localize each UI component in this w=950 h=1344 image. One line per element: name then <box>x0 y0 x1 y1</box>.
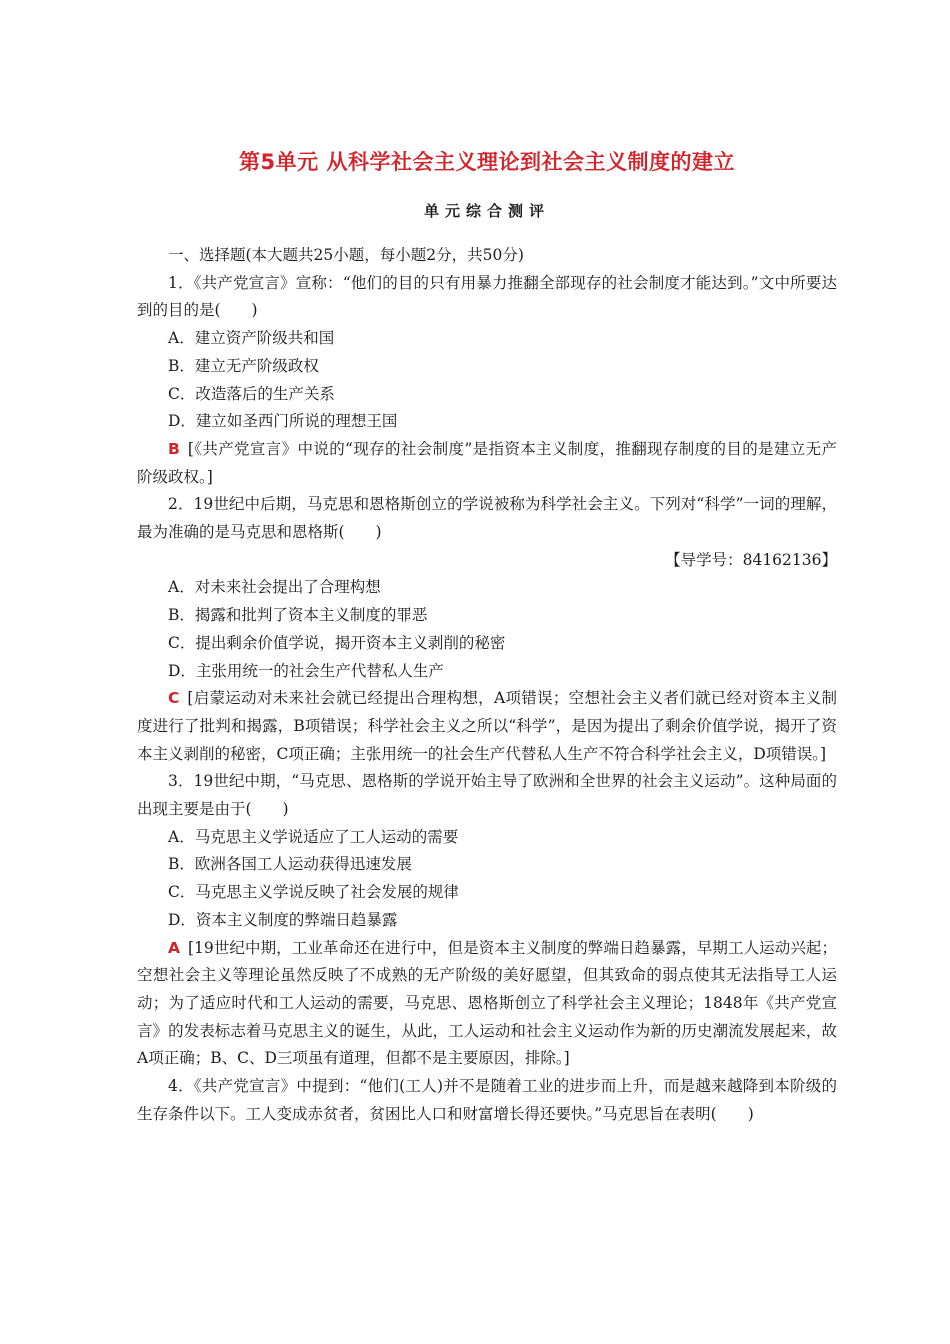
question-1-stem: 1．《共产党宣言》宣称：“他们的目的只有用暴力推翻全部现存的社会制度才能达到。”文中所要达到的目的是( ) <box>137 273 837 320</box>
document-body <box>137 242 837 1129</box>
question-3-answer: A <box>168 938 180 957</box>
question-3-answer-block <box>137 935 837 1074</box>
unit-subtitle: 单元综合测评 <box>423 202 550 220</box>
question-1-answer: B <box>168 439 180 458</box>
unit-title: 第5单元 从科学社会主义理论到社会主义制度的建立 <box>239 150 735 174</box>
question-2-reference: 【导学号：84162136】 <box>665 550 837 569</box>
question-1-option-b: B．建立无产阶级政权 <box>168 356 319 375</box>
question-2-option-a: A．对未来社会提出了合理构想 <box>168 578 381 597</box>
question-3-explanation: [19世纪中期，工业革命还在进行中，但是资本主义制度的弊端日趋暴露，早期工人运动兴起；空想社会主义等理论虽然反映了不成熟的无产阶级的美好愿望，但其致命的弱点使其无法指导工人运动；为了适应时代和工人运动的需要，马克思、恩格斯创立了科学社会主义理论；1848年《共产党宣言》的发表标志着马克思主义的诞生，从此，工人运动和社会主义运动作为新的历史潮流发展起来，故A项正确；B、C、D三项虽有道理，但都不是主要原因，排除。] <box>137 938 837 1068</box>
question-1-option-c: C．改造落后的生产关系 <box>168 384 335 403</box>
question-2-stem: 2．19世纪中后期，马克思和恩格斯创立的学说被称为科学社会主义。下列对“科学”一词的理解，最为准确的是马克思和恩格斯( ) <box>137 495 837 542</box>
question-2-option-c: C．提出剩余价值学说，揭开资本主义剥削的秘密 <box>168 633 506 652</box>
question-4-stem: 4．《共产党宣言》中提到：“他们(工人)并不是随着工业的进步而上升，而是越来越降到本阶级的生存条件以下。工人变成赤贫者，贫困比人口和财富增长得还要快。”马克思旨在表明( ) <box>137 1077 837 1123</box>
question-3-option-d: D．资本主义制度的弊端日趋暴露 <box>168 910 398 929</box>
question-1-option-a: A．建立资产阶级共和国 <box>168 329 335 348</box>
question-3-option-a: A．马克思主义学说适应了工人运动的需要 <box>168 827 459 846</box>
question-2-explanation: [启蒙运动对未来社会就已经提出合理构想，A项错误；空想社会主义者们就已经对资本主义制度进行了批判和揭露，B项错误；科学社会主义之所以“科学”，是因为提出了剩余价值学说，揭开了资本主义剥削的秘密，C项正确；主张用统一的社会生产代替私人生产不符合科学社会主义，D项错误。] <box>137 689 837 763</box>
question-2-answer-block <box>137 685 837 768</box>
question-3-option-b: B．欧洲各国工人运动获得迅速发展 <box>168 855 412 874</box>
question-1-answer-block <box>137 436 837 491</box>
question-3-stem: 3．19世纪中期，“马克思、恩格斯的学说开始主导了欧洲和全世界的社会主义运动”。这种局面的出现主要是由于( ) <box>137 772 837 819</box>
question-1-explanation: [《共产党宣言》中说的“现存的社会制度”是指资本主义制度，推翻现存制度的目的是建立无产阶级政权。] <box>137 439 837 486</box>
question-3-option-c: C．马克思主义学说反映了社会发展的规律 <box>168 883 459 902</box>
question-2-option-b: B．揭露和批判了资本主义制度的罪恶 <box>168 606 428 625</box>
question-2-answer: C <box>168 689 180 708</box>
section-heading: 一、选择题(本大题共25小题，每小题2分，共50分) <box>168 246 524 264</box>
question-1-option-d: D．建立如圣西门所说的理想王国 <box>168 412 398 431</box>
question-2-option-d: D．主张用统一的社会生产代替私人生产 <box>168 661 444 680</box>
